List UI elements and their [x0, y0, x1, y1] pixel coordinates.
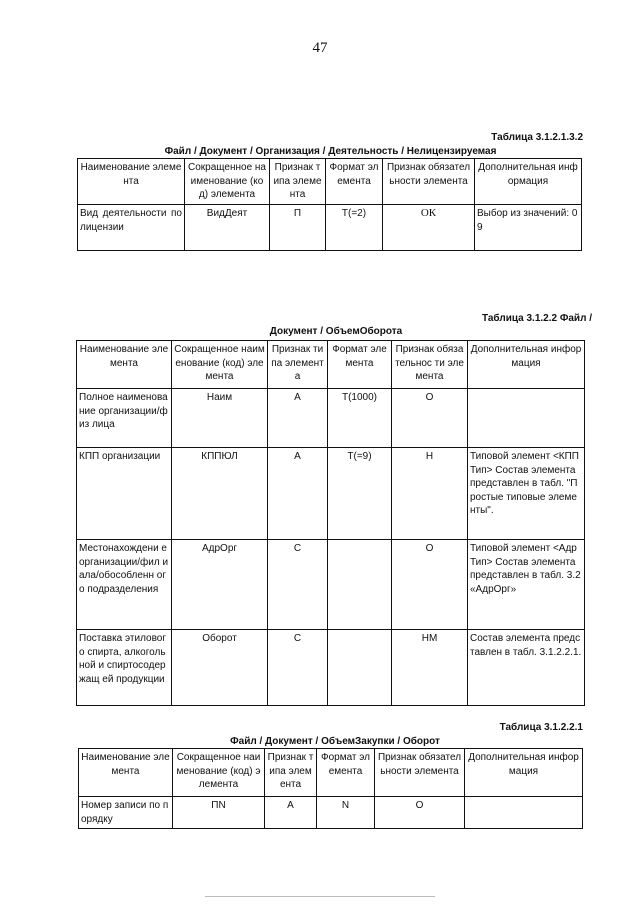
table-row	[77, 448, 585, 540]
table1-cell-info: Выбор из значений: 09	[475, 205, 582, 251]
table3-path: Файл / Документ / ОбъемЗакупки / Оборот	[230, 736, 440, 747]
table2-r2-name: КПП организации	[77, 448, 172, 540]
table2-r2-info: Типовой элемент <КППТип> Состав элемента представлен в табл. "Простые типовые элементы".	[468, 448, 585, 540]
table2-r1-code: Наим	[172, 389, 268, 448]
table2-r3-info: Типовой элемент <АдрТип> Состав элемента представлен в табл. 3.2 «АдрОрг»	[468, 540, 585, 630]
table3	[78, 748, 583, 829]
table2-label: Таблица 3.1.2.2 Файл /	[482, 313, 592, 324]
table3-cell-format: N	[317, 797, 375, 829]
table2-header-required: Признак обязательнос ти элемента	[392, 341, 468, 389]
table1-header-format: Формат элемента	[326, 159, 383, 205]
table3-header-info: Дополнительная информация	[465, 749, 583, 797]
table2-header-info: Дополнительная информация	[468, 341, 585, 389]
table3-cell-type: А	[265, 797, 317, 829]
table3-label: Таблица 3.1.2.2.1	[499, 722, 583, 733]
table1-path: Файл / Документ / Организация / Деятельность / Нелицензируемая	[164, 146, 497, 157]
table3-header-name: Наименование элемента	[79, 749, 173, 797]
table2-r4-type: С	[268, 630, 328, 706]
table3-cell-info	[465, 797, 583, 829]
table-row	[77, 389, 585, 448]
table-row	[78, 205, 582, 251]
table2-header-type: Признак типа элемента	[268, 341, 328, 389]
table2-r4-required: НМ	[392, 630, 468, 706]
table2-r3-code: АдрОрг	[172, 540, 268, 630]
table2-r3-required: О	[392, 540, 468, 630]
table3-cell-name: Номер записи по порядку	[79, 797, 173, 829]
table1-header-name: Наименование элемента	[78, 159, 185, 205]
table1-cell-code: ВидДеят	[185, 205, 270, 251]
table3-cell-code: ПN	[173, 797, 265, 829]
table2-r2-code: КППЮЛ	[172, 448, 268, 540]
table1-cell-required: ОК	[383, 205, 475, 251]
table2-r1-required: О	[392, 389, 468, 448]
table2-r1-type: А	[268, 389, 328, 448]
table2-r2-format: T(=9)	[328, 448, 392, 540]
table2-r3-name: Местонахождени е организации/фил иала/обособленн ого подразделения	[77, 540, 172, 630]
table2-r3-format	[328, 540, 392, 630]
table2-r4-code: Оборот	[172, 630, 268, 706]
table1-header-code: Сокращенное наименование (код) элемента	[185, 159, 270, 205]
table2-r1-format: T(1000)	[328, 389, 392, 448]
table2-r1-name: Полное наименование организации/физ лица	[77, 389, 172, 448]
table1-cell-type: П	[270, 205, 326, 251]
table2-r4-info: Состав элемента представлен в табл. 3.1.2.2.1.	[468, 630, 585, 706]
table2-header-code: Сокращенное наименование (код) элемента	[172, 341, 268, 389]
table3-header-code: Сокращенное наименование (код) элемента	[173, 749, 265, 797]
scan-edge-line	[205, 896, 435, 897]
table2-header-name: Наименование элемента	[77, 341, 172, 389]
table2-r2-required: Н	[392, 448, 468, 540]
table-row	[77, 630, 585, 706]
table1	[77, 158, 582, 251]
table1-label: Таблица 3.1.2.1.3.2	[491, 132, 583, 143]
table1-header-row	[78, 159, 582, 205]
table2-header-row	[77, 341, 585, 389]
page-number: 47	[312, 40, 328, 56]
table1-cell-name: Вид деятельности по лицензии	[78, 205, 185, 251]
table3-cell-required: О	[375, 797, 465, 829]
table2-path: Документ / ОбъемОборота	[269, 326, 403, 337]
table2	[76, 340, 585, 706]
table2-r4-format	[328, 630, 392, 706]
table1-cell-format: T(=2)	[326, 205, 383, 251]
table2-r4-name: Поставка этилового спирта, алкогольной и спиртосодержащ ей продукции	[77, 630, 172, 706]
table3-header-format: Формат элемента	[317, 749, 375, 797]
table2-header-format: Формат элемента	[328, 341, 392, 389]
table2-r3-type: С	[268, 540, 328, 630]
table2-r2-type: А	[268, 448, 328, 540]
table2-r1-info	[468, 389, 585, 448]
table1-header-type: Признак типа элемента	[270, 159, 326, 205]
table-row	[79, 797, 583, 829]
table1-header-required: Признак обязательности элемента	[383, 159, 475, 205]
table-row	[77, 540, 585, 630]
table1-header-info: Дополнительная информация	[475, 159, 582, 205]
table3-header-row	[79, 749, 583, 797]
table3-header-required: Признак обязательности элемента	[375, 749, 465, 797]
table3-header-type: Признак типа элемента	[265, 749, 317, 797]
